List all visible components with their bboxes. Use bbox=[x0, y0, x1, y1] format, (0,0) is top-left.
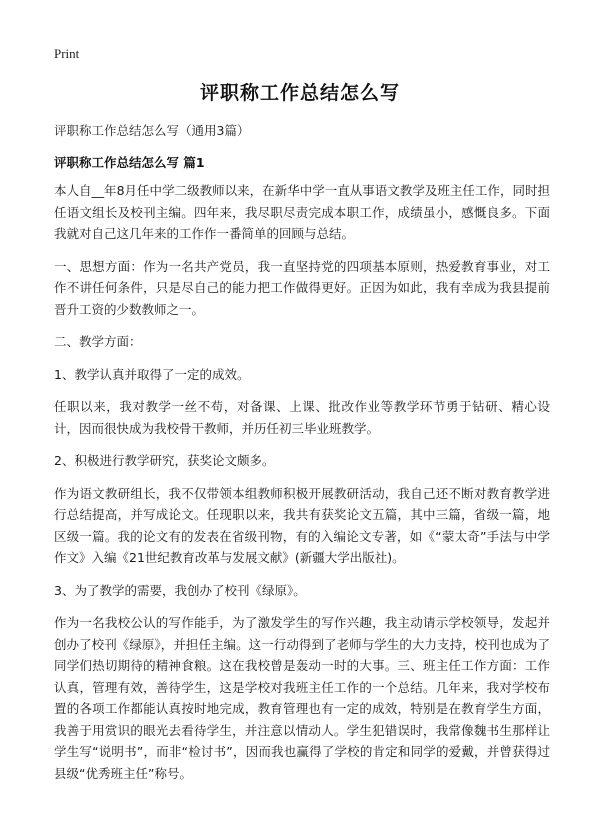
paragraph-point-1: 1、教学认真并取得了一定的成效。 bbox=[54, 366, 250, 382]
document-body bbox=[54, 180, 550, 795]
print-link[interactable]: Print bbox=[54, 46, 80, 61]
document-subtitle: 评职称工作总结怎么写（通用3篇） bbox=[54, 123, 250, 138]
paragraph-point-1-detail: 任职以来，我对教学一丝不苟，对备课、上课、批改作业等教学环节勇于钻研、精心设计，因而很快成为我校骨干教师，并历任初三毕业班教学。 bbox=[54, 399, 550, 436]
section-heading: 评职称工作总结怎么写 篇1 bbox=[54, 155, 205, 170]
paragraph-point-2-detail: 作为语文教研组长，我不仅带领本组教师积极开展教研活动，我自己还不断对教育教学进行总结提高，并写成论文。任现职以来，我共有获奖论文五篇，其中三篇，省级一篇，地区级一篇。我的论文有的发表在省级刊物，有的入编论文专著，如《“蒙太奇”手法与中学作文》入编《21世纪教育改革与发展文献》(新疆大学出版社)。 bbox=[54, 485, 550, 565]
page-title: 评职称工作总结怎么写 bbox=[199, 82, 400, 104]
paragraph-intro: 本人自__年8月任中学二级教师以来，在新华中学一直从事语文教学及班主任工作，同时担任语文组长及校刊主编。四年来，我尽职尽责完成本职工作，成绩虽小，感慨良多。下面我就对自己这几年来的工作作一番简单的回顾与总结。 bbox=[54, 183, 550, 241]
paragraph-point-3-detail: 作为一名我校公认的写作能手，为了激发学生的写作兴趣，我主动请示学校领导，发起并创办了校刊《绿原》，并担任主编。这一行动得到了老师与学生的大力支持，校刊也成为了同学们热切期待的精神食粮。这在我校曾是轰动一时的大事。三、班主任工作方面：工作认真，管理有效，善待学生，这是学校对我班主任工作的一个总结。几年来，我对学校布置的各项工作都能认真按时地完成，教育管理也有一定的成效，特别是在教育学生方面，我善于用赏识的眼光去看待学生，并注意以情动人。学生犯错误时，我常像魏书生那样让学生写“说明书”，而非“检讨书”，因而我也赢得了学校的肯定和同学的爱戴，并曾获得过县级“优秀班主任”称号。 bbox=[54, 615, 550, 781]
paragraph-point-2: 2、积极进行教学研究，获奖论文颇多。 bbox=[54, 453, 275, 468]
paragraph-teaching-heading: 二、教学方面： bbox=[54, 334, 142, 349]
paragraph-thought: 一、思想方面：作为一名共产党员，我一直坚持党的四项基本原则，热爱教育事业，对工作不讲任何条件，只是尽自己的能力把工作做得更好。正因为如此，我有幸成为我县提前晋升工资的少数教师之一。 bbox=[54, 258, 550, 317]
paragraph-point-3: 3、为了教学的需要，我创办了校刊《绿原》。 bbox=[54, 582, 306, 598]
